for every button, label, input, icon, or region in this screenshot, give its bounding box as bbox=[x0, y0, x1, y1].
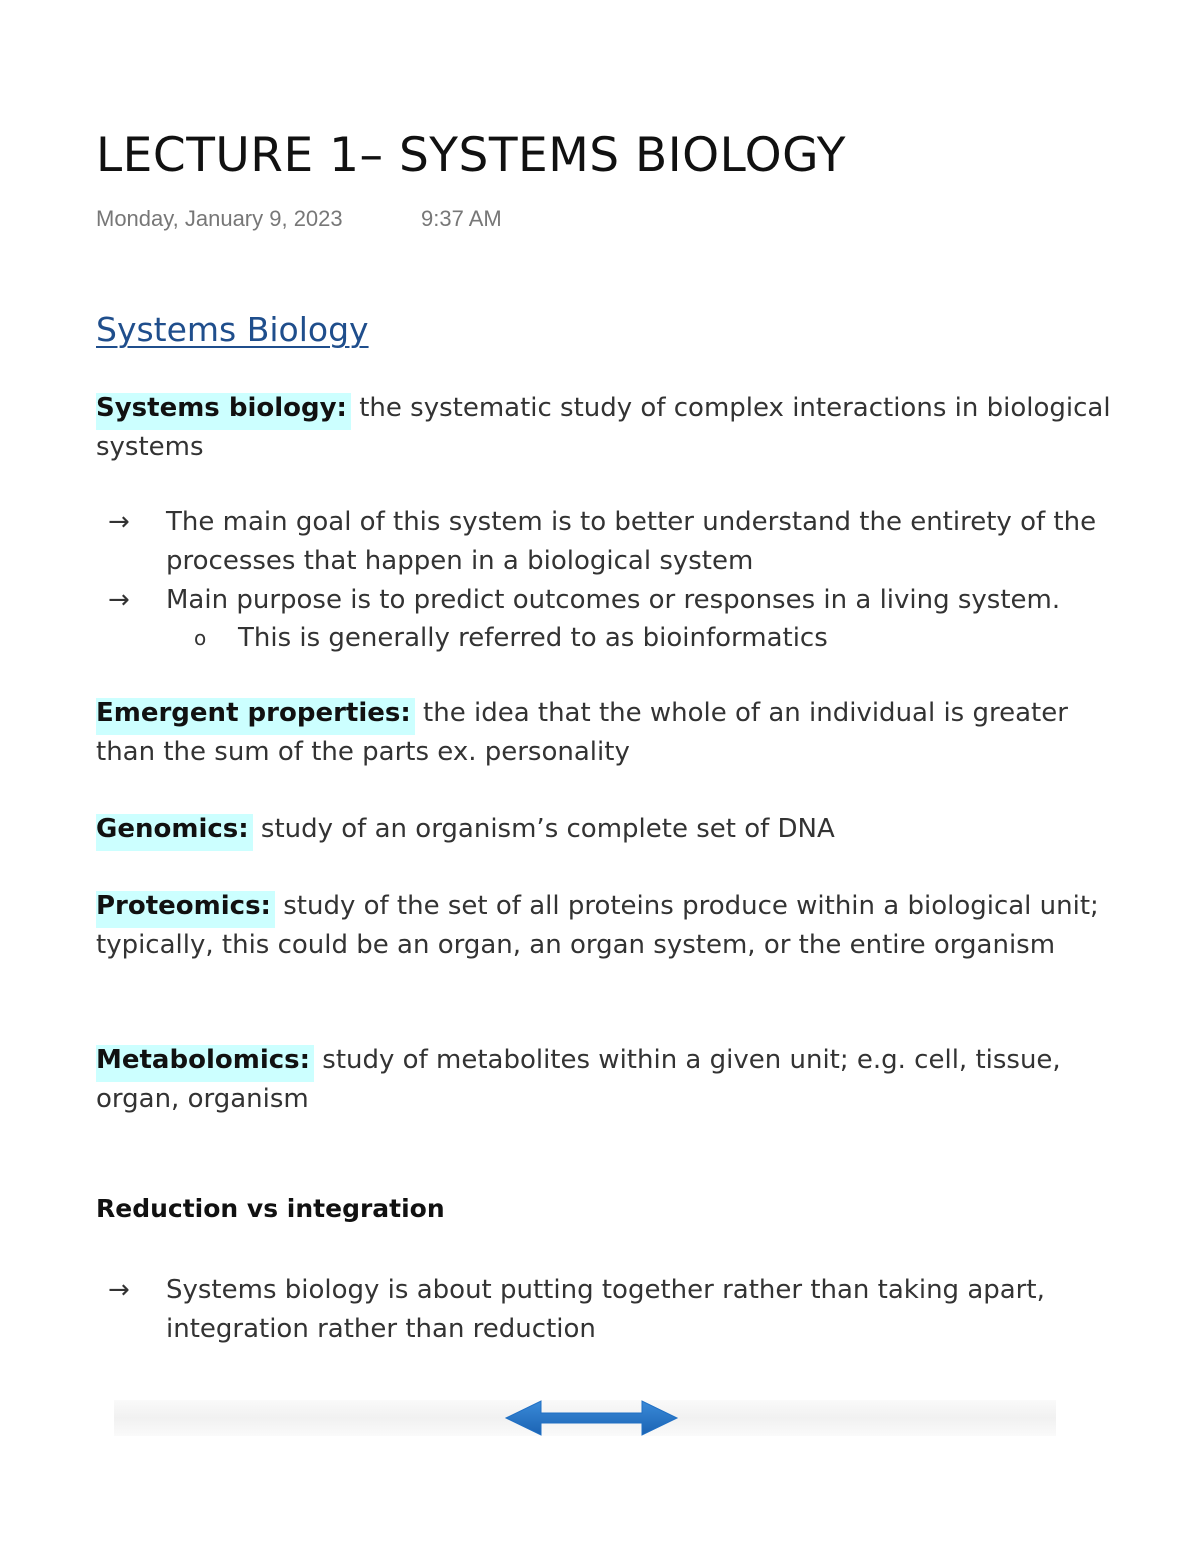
double-arrow-icon bbox=[114, 1400, 1056, 1436]
arrow-bullet-icon: → bbox=[108, 1275, 130, 1305]
definition-text: the idea that the whole of an individual is greater than the sum of the parts ex. personality bbox=[96, 698, 1068, 767]
definition-term: Genomics: bbox=[96, 814, 253, 851]
bullet-text: Systems biology is about putting together rather than taking apart, integration rather than reduction bbox=[166, 1275, 1045, 1344]
bullet-text: Main purpose is to predict outcomes or responses in a living system. bbox=[166, 585, 1061, 615]
page-title: LECTURE 1– SYSTEMS BIOLOGY bbox=[96, 128, 846, 183]
arrow-bullet-icon: → bbox=[108, 585, 130, 615]
definition-text: the systematic study of complex interactions in biological systems bbox=[96, 393, 1111, 462]
definition-term: Emergent properties: bbox=[96, 698, 415, 735]
definition-proteomics bbox=[96, 887, 1126, 965]
definition-genomics bbox=[96, 810, 1126, 849]
bullet-item bbox=[108, 581, 1128, 620]
definition-term: Proteomics: bbox=[96, 891, 275, 928]
definition-text: study of the set of all proteins produce within a biological unit; typically, this could be an organ, an organ system, or the entire organism bbox=[96, 891, 1099, 960]
figure-strip bbox=[114, 1400, 1056, 1436]
bullet-item bbox=[108, 1271, 1128, 1349]
section-heading: Systems Biology bbox=[96, 310, 369, 349]
sub-bullet-item bbox=[194, 619, 1114, 658]
sub-bullet-text: This is generally referred to as bioinformatics bbox=[238, 623, 828, 653]
bullet-text: The main goal of this system is to better understand the entirety of the processes that happen in a biological system bbox=[166, 507, 1097, 576]
definition-systems-biology bbox=[96, 389, 1126, 467]
bullet-item bbox=[108, 503, 1128, 581]
definition-term: Systems biology: bbox=[96, 393, 351, 430]
page-time: 9:37 AM bbox=[421, 206, 502, 231]
definition-text: study of an organism’s complete set of DNA bbox=[252, 814, 835, 844]
definition-metabolomics bbox=[96, 1041, 1126, 1119]
arrow-bullet-icon: → bbox=[108, 507, 130, 537]
definition-emergent-properties bbox=[96, 694, 1126, 772]
definition-term: Metabolomics: bbox=[96, 1045, 314, 1082]
page-date: Monday, January 9, 2023 bbox=[96, 206, 343, 231]
circle-bullet-icon: o bbox=[194, 626, 207, 650]
definition-text: study of metabolites within a given unit; e.g. cell, tissue, organ, organism bbox=[96, 1045, 1061, 1114]
subheading: Reduction vs integration bbox=[96, 1194, 445, 1223]
